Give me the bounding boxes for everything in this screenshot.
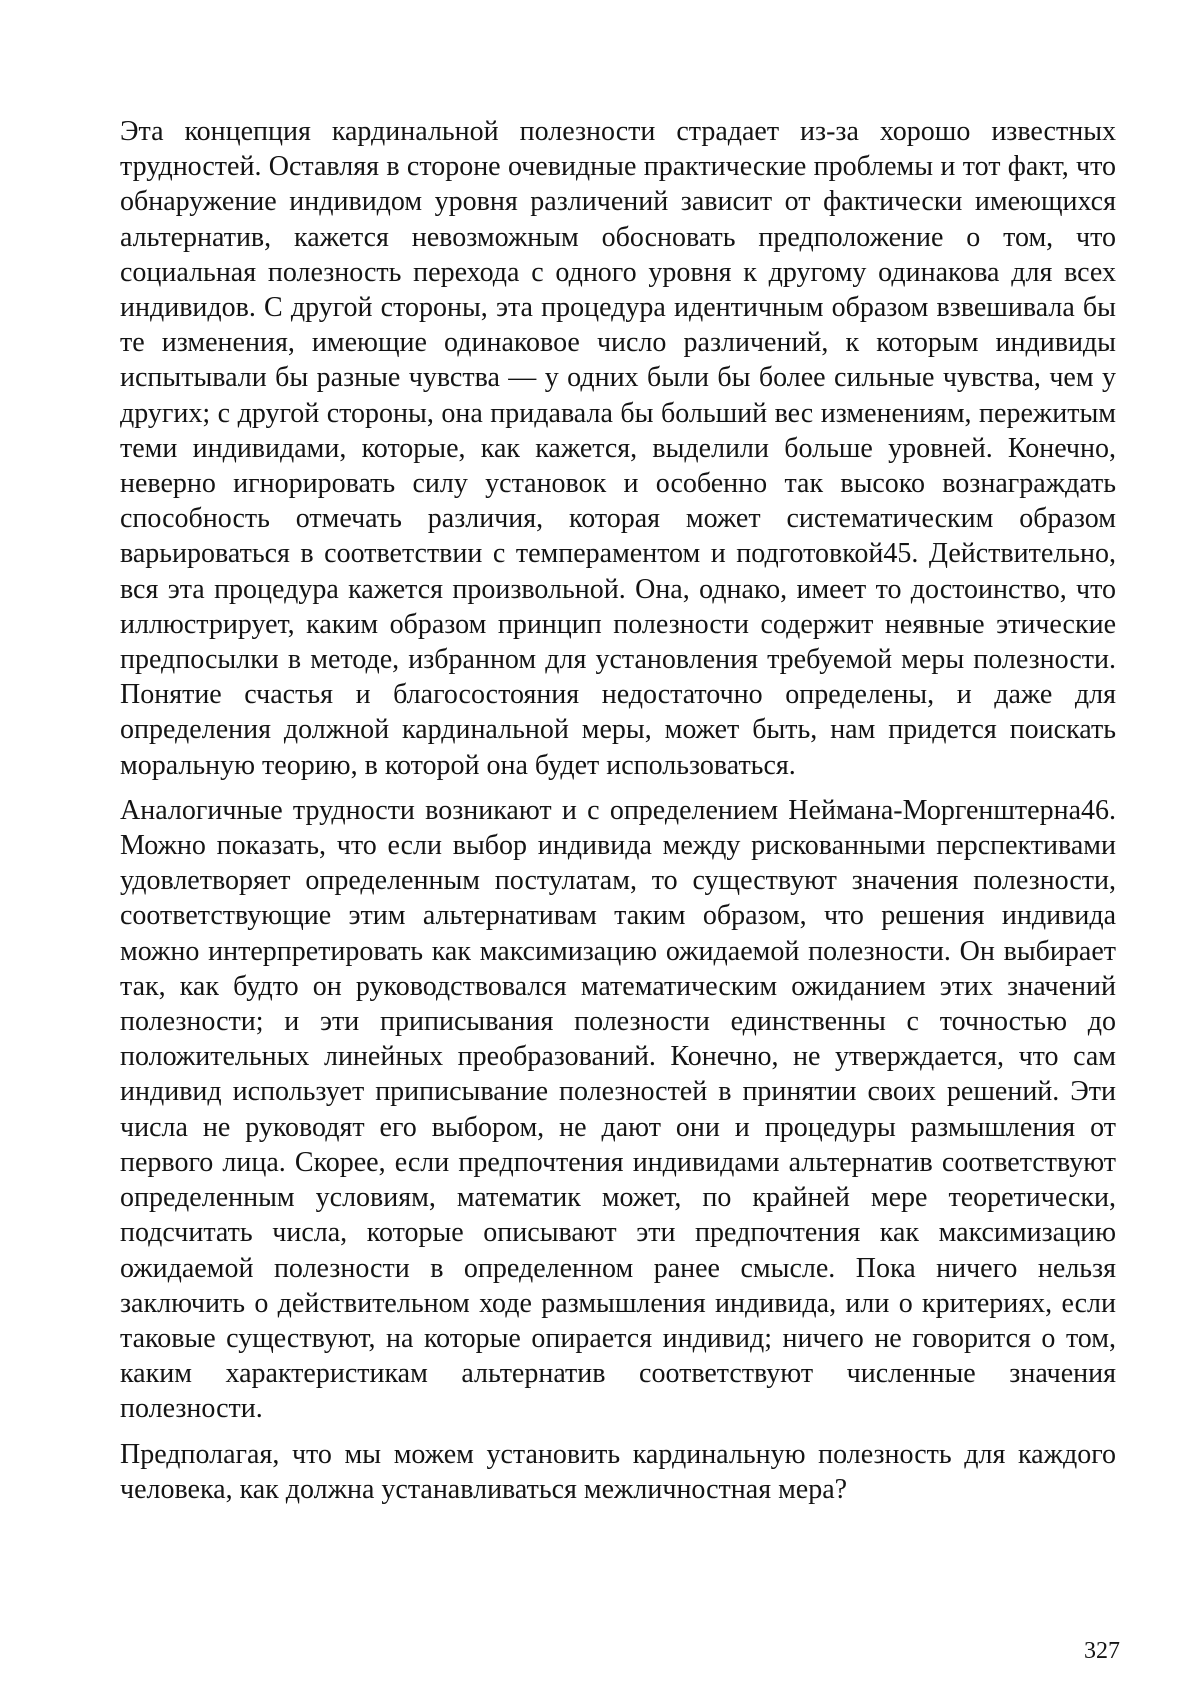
page-number: 327	[1084, 1638, 1120, 1664]
paragraph-3: Предполагая, что мы можем установить кардинальную полезность для каждого человека, как должна устанавливаться межличностная мера?	[120, 1438, 1116, 1505]
paragraph-2: Аналогичные трудности возникают и с определением Неймана-Моргенштерна46. Можно показать, что если выбор индивида между рискованными перспективами удовлетворяет определенным постулатам, то существуют значения полезности, соответствующие этим альтернативам таким образом, что решения индивида можно интерпретировать как максимизацию ожидаемой полезности. Он выбирает так, как будто он руководствовался математическим ожиданием этих значений полезности; и эти приписывания полезности единственны с точностью до положительных линейных преобразований. Конечно, не утверждается, что сам индивид использует приписывание полезностей в принятии своих решений. Эти числа не руководят его выбором, не дают они и процедуры размышления от первого лица. Скорее, если предпочтения индивидами альтернатив соответствуют определенным условиям, математик может, по крайней мере теоретически, подсчитать числа, которые описывают эти предпочтения как максимизацию ожидаемой полезности в определенном ранее смысле. Пока ничего нельзя заключить о действительном ходе размышления индивида, или о критериях, если таковые существуют, на которые опирается индивид; ничего не говорится о том, каким характеристикам альтернатив соответствуют численные значения полезности.	[120, 794, 1116, 1425]
paragraph-1: Эта концепция кардинальной полезности страдает из-за хорошо известных трудностей. Оставляя в стороне очевидные практические проблемы и тот факт, что обнаружение индивидом уровня различений зависит от фактически имеющихся альтернатив, кажется невозможным обосновать предположение о том, что социальная полезность перехода с одного уровня к другому одинакова для всех индивидов. С другой стороны, эта процедура идентичным образом взвешивала бы те изменения, имеющие одинаковое число различений, к которым индивиды испытывали бы разные чувства — у одних были бы более сильные чувства, чем у других; с другой стороны, она придавала бы больший вес изменениям, пережитым теми индивидами, которые, как кажется, выделили больше уровней. Конечно, неверно игнорировать силу установок и особенно так высоко вознаграждать способность отмечать различия, которая может систематическим образом варьироваться в соответствии с темпераментом и подготовкой45. Действительно, вся эта процедура кажется произвольной. Она, однако, имеет то достоинство, что иллюстрирует, каким образом принцип полезности содержит неявные этические предпосылки в методе, избранном для установления требуемой меры полезности. Понятие счастья и благосостояния недостаточно определены, и даже для определения должной кардинальной меры, может быть, нам придется поискать моральную теорию, в которой она будет использоваться.	[120, 116, 1116, 781]
body-text	[120, 114, 1116, 1517]
